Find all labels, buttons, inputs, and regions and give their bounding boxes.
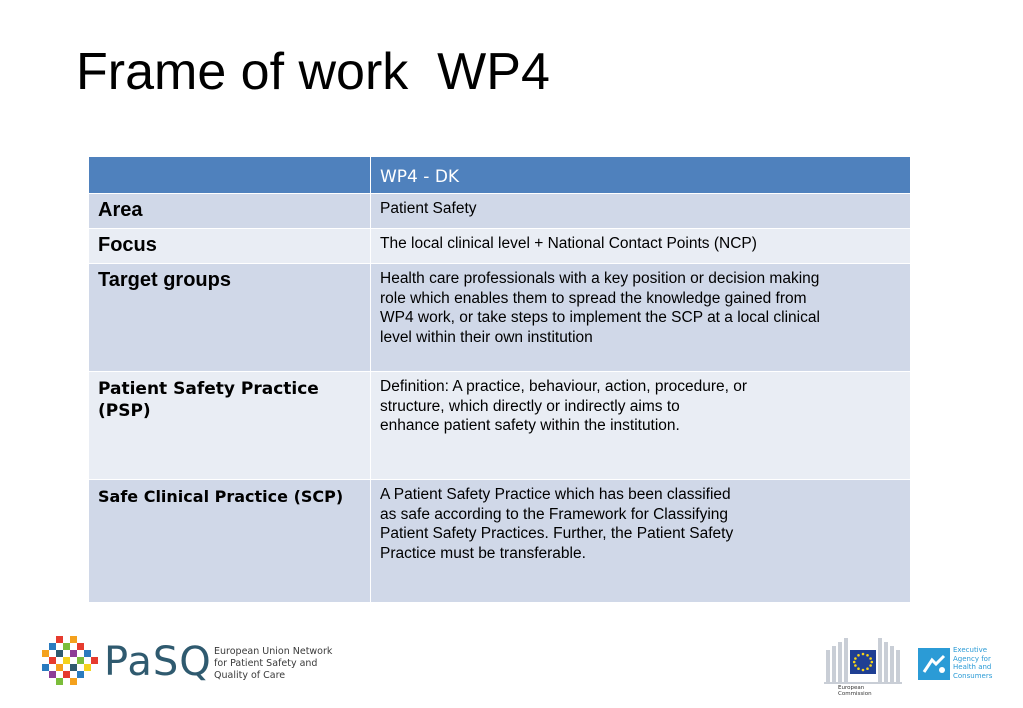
table-row-psp <box>89 372 911 480</box>
row-label: Focus <box>98 234 157 256</box>
eahc-text: Executive Agency for Health and Consumers <box>953 646 993 680</box>
table-row-target-groups <box>89 264 911 372</box>
row-value: Health care professionals with a key position or decision making role which enables them to spread the knowledge gained from WP4 work, or take steps to implement the SCP at a local clinical level within their own institution <box>380 270 820 346</box>
row-label: Target groups <box>98 269 231 291</box>
row-value: The local clinical level + National Contact Points (NCP) <box>380 235 757 252</box>
table-row-area <box>89 194 911 229</box>
frame-of-work-table <box>88 156 911 603</box>
row-value: A Patient Safety Practice which has been classified as safe according to the Framework for Classifying Patient Safety Practices. Further, the Patient Safety Practice must be transferable. <box>380 486 734 562</box>
header-cell-wp4-dk: WP4 - DK <box>371 157 911 194</box>
row-label: Safe Clinical Practice (SCP) <box>98 487 344 506</box>
table-header-row <box>89 157 911 194</box>
row-label: Patient Safety Practice (PSP) <box>98 379 319 421</box>
eahc-logo <box>918 648 950 680</box>
row-value: Definition: A practice, behaviour, action, procedure, or structure, which directly or indirectly aims to enhance patient safety within the institution. <box>380 378 748 435</box>
row-value: Patient Safety <box>380 200 477 217</box>
table-row-scp <box>89 480 911 603</box>
row-label: Area <box>98 199 143 221</box>
slide-title: Frame of work WP4 <box>76 43 550 101</box>
pasq-wordmark: PaSQ <box>104 639 212 685</box>
header-cell-empty <box>89 157 371 194</box>
pasq-mosaic-logo <box>42 636 98 686</box>
table-row-focus <box>89 229 911 264</box>
european-commission-logo <box>824 636 902 692</box>
pasq-tagline: European Union Network for Patient Safety and Quality of Care <box>214 646 333 681</box>
ec-label: European Commission <box>838 685 872 697</box>
